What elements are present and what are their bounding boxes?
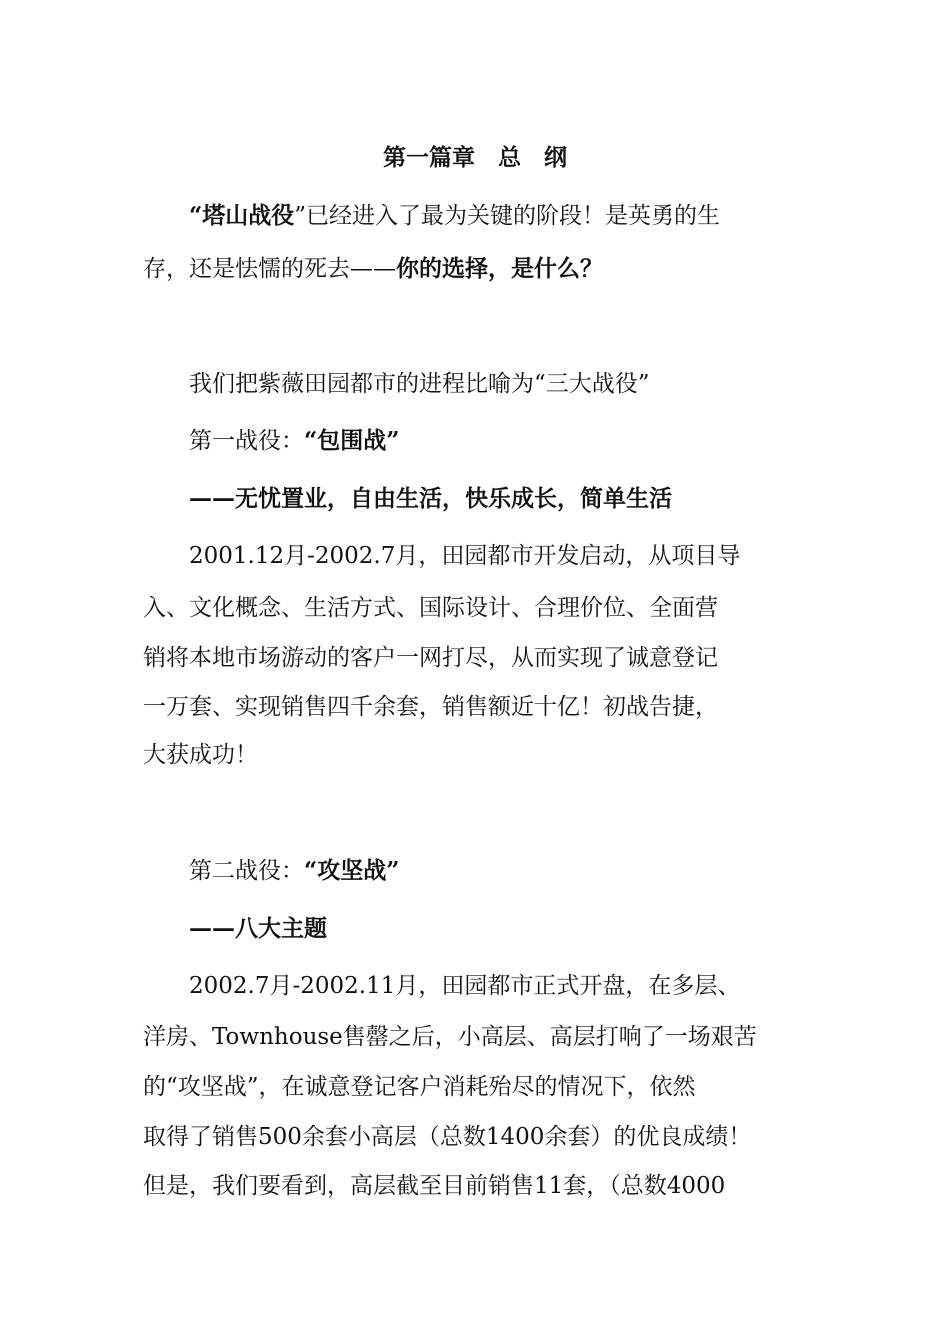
intro-line-2 <box>143 254 823 284</box>
intro-text: ”已经进入了最为关键的阶段！是英勇的生 <box>294 203 720 229</box>
intro-line-1 <box>189 201 869 231</box>
campaign-1-body-line: 2001.12月-2002.7月，田园都市开发启动，从项目导 <box>189 543 741 569</box>
campaign-2-heading <box>189 856 869 886</box>
campaign-2-body-line: 但是，我们要看到，高层截至目前销售11套，（总数4000 <box>143 1173 726 1199</box>
intro-bold-phrase: “塔山战役 <box>189 202 295 229</box>
campaign-1-label: 第一战役： <box>189 428 304 454</box>
campaign-2-slogan: ——八大主题 <box>189 915 327 942</box>
intro-text-2: 存，还是怯懦的死去—— <box>143 256 396 282</box>
campaign-2-body-line: 洋房、Townhouse售罄之后，小高层、高层打响了一场艰苦 <box>143 1024 757 1050</box>
campaign-2-label: 第二战役： <box>189 858 304 884</box>
campaign-2-name: “攻坚战” <box>304 857 400 884</box>
campaign-1-slogan: ——无忧置业，自由生活，快乐成长，简单生活 <box>189 485 672 512</box>
campaign-1-body-line: 销将本地市场游动的客户一网打尽，从而实现了诚意登记 <box>143 645 718 671</box>
chapter-title: 第一篇章 总 纲 <box>383 144 567 171</box>
campaign-1-heading <box>189 426 869 456</box>
campaign-2-body-line: 取得了销售500余套小高层（总数1400余套）的优良成绩！ <box>143 1124 752 1150</box>
campaign-2-body-line: 2002.7月-2002.11月，田园都市正式开盘，在多层、 <box>189 973 741 999</box>
campaign-1-body-line: 大获成功！ <box>143 742 258 768</box>
campaign-1-name: “包围战” <box>304 427 400 454</box>
campaigns-intro: 我们把紫薇田园都市的进程比喻为“三大战役” <box>189 371 650 397</box>
campaign-1-body-line: 一万套、实现销售四千余套，销售额近十亿！初战告捷， <box>143 694 718 720</box>
intro-question: 你的选择，是什么？ <box>396 255 603 282</box>
campaign-2-body-line: 的“攻坚战”，在诚意登记客户消耗殆尽的情况下，依然 <box>143 1074 696 1100</box>
campaign-1-body-line: 入、文化概念、生活方式、国际设计、合理价位、全面营 <box>143 595 718 621</box>
